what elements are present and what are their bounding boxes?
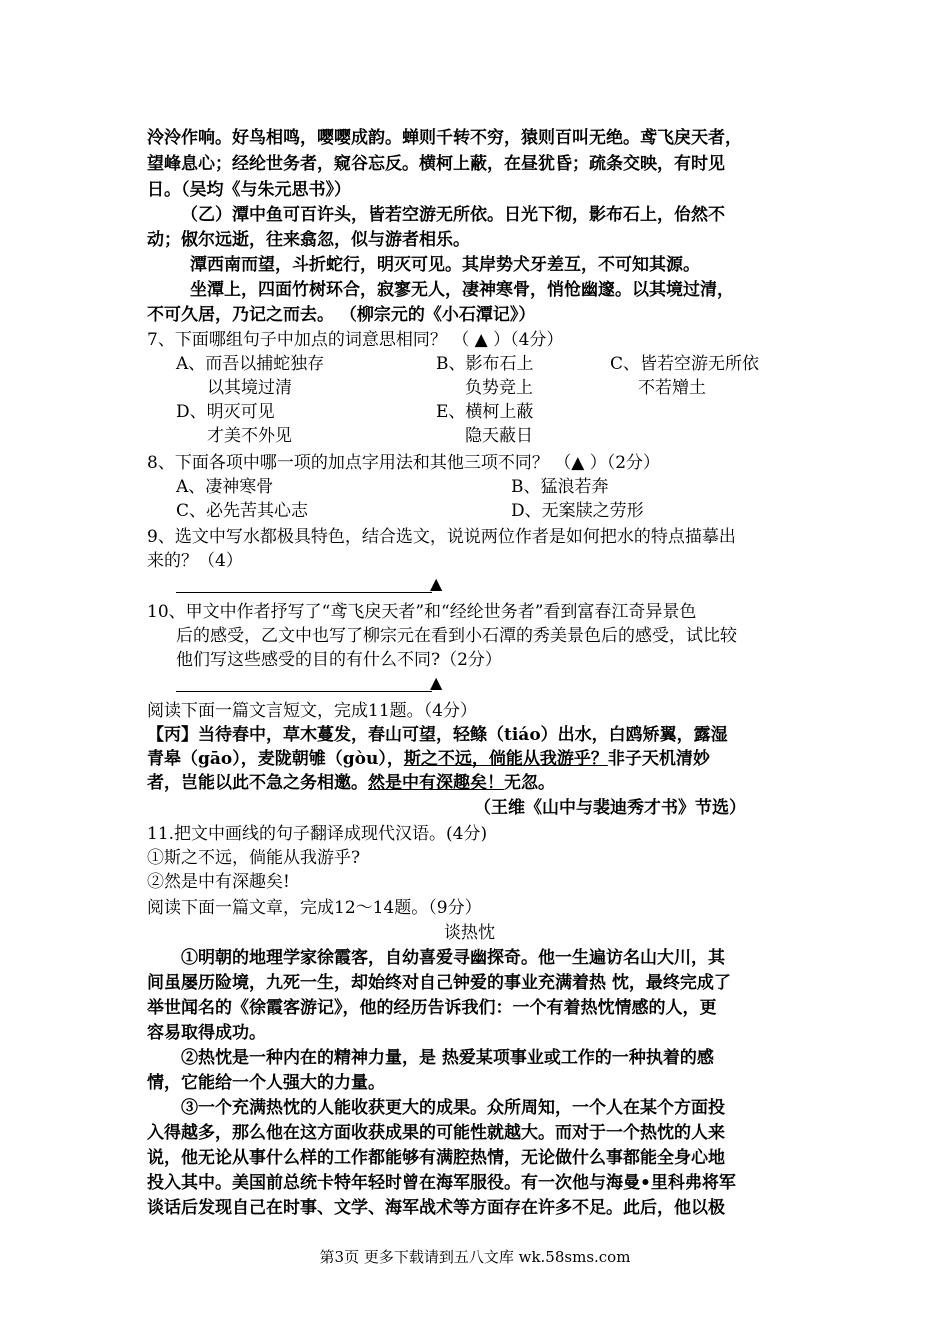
bing-line-1: 【丙】当待春中，草木蔓发，春山可望，轻鲦（tiáo）出水，白鸥矫翼，露湿: [147, 725, 728, 745]
q9-answer-mark: ▲: [430, 574, 443, 593]
yi-line-3: 潭西南而望，斗折蛇行，明灭可见。其岸势犬牙差互，不可知其源。: [190, 255, 700, 275]
jia-line-2: 望峰息心；经纶世务者，窥谷忘反。横柯上蔽，在昼犹昏；疏条交映，有时见: [147, 154, 725, 174]
q7-option-e-pair: 隐天蔽日: [465, 426, 533, 446]
q7-option-c: C、皆若空游无所依: [610, 354, 760, 374]
q10-line-1: 10、甲文中作者抒写了“鸢飞戾天者”和“经纶世务者”看到富春江奇异景色: [147, 602, 697, 622]
jia-line-3: 日。（吴均《与朱元思书》）: [147, 180, 351, 200]
essay-line-4: 容易取得成功。: [147, 1023, 266, 1043]
essay-line-9: 说，他无论从事什么样的工作都能够有满腔热情，无论做什么事都能全身心地: [147, 1148, 725, 1168]
q11-stem: 11.把文中画线的句子翻译成现代汉语。(4分): [147, 824, 488, 844]
jia-line-1: 泠泠作响。好鸟相鸣，嘤嘤成韵。蝉则千转不穷，猿则百叫无绝。鸢飞戾天者，: [147, 128, 742, 148]
bing-underlined-sentence-1: 斯之不远，倘能从我游乎？: [403, 749, 608, 769]
yi-line-4: 坐潭上，四面竹树环合，寂寥无人，凄神寒骨，悄怆幽邃。以其境过清，: [190, 280, 734, 300]
q10-answer-mark: ▲: [430, 673, 443, 692]
essay-line-8: 入得越多，那么他在这方面收获成果的可能性就越大。而对于一个热忱的人来: [147, 1123, 725, 1143]
bing-source: （王维《山中与裴迪秀才书》节选）: [474, 798, 746, 818]
bing-underlined-sentence-2: 然是中有深趣矣！: [368, 773, 504, 793]
essay-line-6: 情，它能给一个人强大的力量。: [147, 1073, 385, 1093]
essay-line-5: ②热忱是一种内在的精神力量，是 热爱某项事业或工作的一种执着的感: [181, 1048, 714, 1068]
q8-option-c: C、必先苦其心志: [176, 501, 309, 521]
yi-line-1: （乙）潭中鱼可百许头，皆若空游无所依。日光下彻，影布石上，佁然不: [181, 205, 725, 225]
q7-option-d-pair: 才美不外见: [207, 426, 292, 446]
q8-option-b: B、猛浪若奔: [511, 477, 609, 497]
essay-line-7: ③一个充满热忱的人能收获更大的成果。众所周知，一个人在某个方面投: [181, 1098, 725, 1118]
bing-line-3: 者，岂能以此不急之务相邀。然是中有深趣矣！无忽。: [147, 773, 555, 793]
yi-line-5: 不可久居，乃记之而去。 （柳宗元的《小石潭记》）: [147, 305, 536, 325]
q10-answer-line[interactable]: [176, 691, 432, 692]
q7-option-b: B、影布石上: [436, 354, 534, 374]
q11-sentence-1: ①斯之不远，倘能从我游乎?: [147, 848, 361, 868]
q9-line-2: 来的？（4）: [147, 551, 243, 571]
q7-option-e: E、横柯上蔽: [436, 402, 534, 422]
essay-line-1: ①明朝的地理学家徐霞客，自幼喜爱寻幽探奇。他一生遍访名山大川，其: [181, 948, 725, 968]
essay-line-11: 谈话后发现自己在时事、文学、海军战术等方面存在许多不足。此后，他以极: [147, 1198, 725, 1218]
q7-option-a-pair: 以其境过清: [207, 378, 292, 398]
q7-option-b-pair: 负势竞上: [465, 378, 533, 398]
q9-answer-line[interactable]: [176, 592, 432, 593]
essay-title: 谈热忱: [444, 923, 495, 943]
essay-intro: 阅读下面一篇文章，完成12～14题。（9分）: [147, 898, 482, 918]
q10-line-3: 他们写这些感受的目的有什么不同?（2分）: [176, 650, 502, 670]
q7-stem: 7、下面哪组句子中加点的词意思相同？ （ ▲ ）（4分）: [147, 330, 564, 350]
essay-line-2: 间虽屡历险境，九死一生，却始终对自己钟爱的事业充满着热 忱，最终完成了: [147, 973, 731, 993]
essay-line-10: 投入其中。美国前总统卡特年轻时曾在海军服役。有一次他与海曼•里科弗将军: [147, 1173, 736, 1193]
q8-stem: 8、下面各项中哪一项的加点字用法和其他三项不同？ （▲ ）（2分）: [147, 453, 661, 473]
q8-option-d: D、无案牍之劳形: [511, 501, 644, 521]
q9-line-1: 9、选文中写水都极具特色，结合选文，说说两位作者是如何把水的特点描摹出: [147, 527, 736, 547]
bing-line-2: 青皋（gāo），麦陇朝雊（gòu），斯之不远，倘能从我游乎？非子天机清妙: [147, 749, 710, 769]
essay-line-3: 举世闻名的《徐霞客游记》，他的经历告诉我们：一个有着热忱情感的人，更: [147, 998, 717, 1018]
q7-option-c-pair: 不若矰土: [638, 378, 706, 398]
page-footer: 第3页 更多下载请到五八文库 wk.58sms.com: [319, 1248, 631, 1266]
q10-line-2: 后的感受，乙文中也写了柳宗元在看到小石潭的秀美景色后的感受，试比较: [176, 626, 737, 646]
bing-intro: 阅读下面一篇文言短文，完成11题。（4分）: [147, 701, 477, 721]
q11-sentence-2: ②然是中有深趣矣!: [147, 872, 290, 892]
q8-option-a: A、凄神寒骨: [176, 477, 274, 497]
q7-option-d: D、明灭可见: [176, 402, 275, 422]
q7-option-a: A、而吾以捕蛇独存: [176, 354, 325, 374]
yi-line-2: 动；俶尔远逝，往来翕忽，似与游者相乐。: [147, 230, 470, 250]
